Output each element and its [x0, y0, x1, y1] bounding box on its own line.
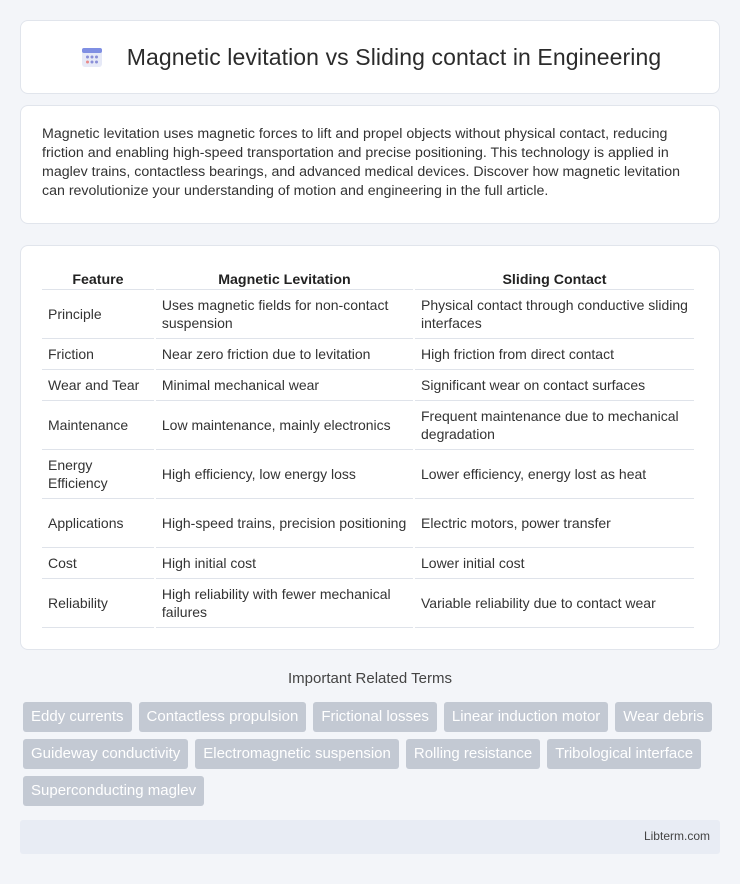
- table-cell: Applications: [42, 498, 154, 547]
- related-terms-list: [23, 702, 723, 806]
- table-cell: Near zero friction due to levitation: [156, 338, 413, 369]
- related-term-tag[interactable]: Contactless propulsion: [139, 702, 307, 732]
- table-cell: Reliability: [42, 578, 154, 628]
- table-cell: Lower initial cost: [415, 547, 694, 578]
- table-cell: Cost: [42, 547, 154, 578]
- table-cell: Variable reliability due to contact wear: [415, 578, 694, 628]
- table-row: [42, 449, 694, 498]
- table-cell: High reliability with fewer mechanical failures: [156, 578, 413, 628]
- table-cell: Frequent maintenance due to mechanical degradation: [415, 400, 694, 449]
- table-cell: Energy Efficiency: [42, 449, 154, 498]
- table-cell: Uses magnetic fields for non-contact suspension: [156, 289, 413, 338]
- header-feature: Feature: [72, 272, 124, 288]
- table-row: [42, 289, 694, 338]
- table-row: [42, 578, 694, 628]
- header-sliding-contact: Sliding Contact: [502, 272, 607, 288]
- title-card: [20, 20, 720, 94]
- table-cell: Electric motors, power transfer: [415, 498, 694, 547]
- table-cell: High-speed trains, precision positioning: [156, 498, 413, 547]
- table-cell: Wear and Tear: [42, 369, 154, 400]
- related-term-tag[interactable]: Superconducting maglev: [23, 776, 204, 806]
- related-term-tag[interactable]: Tribological interface: [547, 739, 701, 769]
- table-cell: Principle: [42, 289, 154, 338]
- table-cell: Significant wear on contact surfaces: [415, 369, 694, 400]
- table-row: [42, 400, 694, 449]
- table-cell: Maintenance: [42, 400, 154, 449]
- comparison-table: [40, 264, 696, 628]
- intro-card: [20, 105, 720, 224]
- related-term-tag[interactable]: Linear induction motor: [444, 702, 608, 732]
- page-title: Magnetic levitation vs Sliding contact in Engineering: [126, 43, 662, 70]
- table-row: [42, 369, 694, 400]
- related-term-tag[interactable]: Electromagnetic suspension: [195, 739, 399, 769]
- table-header-row: [42, 264, 694, 289]
- table-cell: Low maintenance, mainly electronics: [156, 400, 413, 449]
- table-row: [42, 338, 694, 369]
- table-cell: High efficiency, low energy loss: [156, 449, 413, 498]
- related-terms-heading: Important Related Terms: [288, 670, 452, 687]
- related-term-tag[interactable]: Eddy currents: [23, 702, 132, 732]
- footer-site-link[interactable]: Libterm.com: [643, 829, 710, 843]
- table-row: [42, 547, 694, 578]
- table-cell: Minimal mechanical wear: [156, 369, 413, 400]
- related-term-tag[interactable]: Wear debris: [615, 702, 712, 732]
- table-cell: High friction from direct contact: [415, 338, 694, 369]
- footer: [20, 820, 720, 854]
- header-magnetic-levitation: Magnetic Levitation: [218, 272, 351, 288]
- comparison-table-card: [20, 245, 720, 650]
- table-cell: Friction: [42, 338, 154, 369]
- intro-text: Magnetic levitation uses magnetic forces to lift and propel objects without physical contact, reducing friction and enabling high-speed transportation and precise positioning. This technology is applied in maglev trains, contactless bearings, and advanced medical devices. Discover how magnetic levitation can revolutionize your understanding of motion and engineering in the full article.: [42, 126, 680, 199]
- related-term-tag[interactable]: Rolling resistance: [406, 739, 540, 769]
- table-row: [42, 498, 694, 547]
- table-cell: Physical contact through conductive sliding interfaces: [415, 289, 694, 338]
- related-term-tag[interactable]: Frictional losses: [313, 702, 437, 732]
- calendar-grid-icon: [79, 44, 105, 70]
- related-term-tag[interactable]: Guideway conductivity: [23, 739, 188, 769]
- table-cell: Lower efficiency, energy lost as heat: [415, 449, 694, 498]
- table-cell: High initial cost: [156, 547, 413, 578]
